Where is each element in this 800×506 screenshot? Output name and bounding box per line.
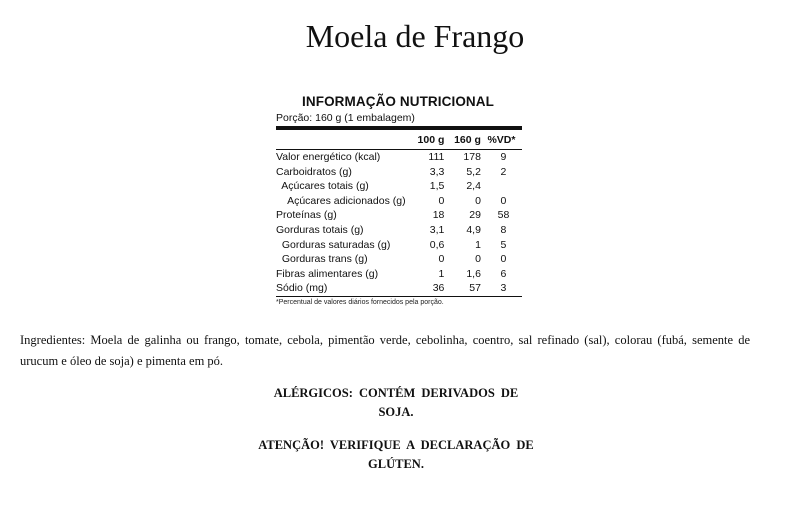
table-row	[276, 267, 522, 282]
table-row	[276, 150, 522, 165]
nutrient-label: Gorduras trans (g)	[276, 253, 368, 266]
value-vd: 2	[500, 165, 507, 178]
gluten-warning: ATENÇÃO! VERIFIQUE A DECLARAÇÃO DE GLÚTEN.	[258, 438, 534, 471]
value-100g: 1,5	[429, 180, 445, 193]
value-vd: 9	[500, 151, 507, 163]
nutrient-label: Açúcares adicionados (g)	[276, 194, 406, 207]
column-header-100g: 100 g	[415, 130, 444, 150]
nutrient-label: Proteínas (g)	[276, 209, 337, 222]
value-160g: 5,2	[466, 165, 481, 178]
table-row	[276, 179, 522, 194]
portion-size: Porção: 160 g (1 embalagem)	[276, 112, 415, 124]
table-row	[276, 281, 522, 296]
nutrition-table	[276, 130, 522, 297]
nutrition-heading: INFORMAÇÃO NUTRICIONAL	[302, 94, 494, 109]
nutrient-label: Carboidratos (g)	[276, 165, 352, 178]
value-vd: 0	[500, 253, 507, 266]
value-100g: 0,6	[429, 238, 445, 251]
value-vd: 3	[481, 281, 522, 296]
table-row	[276, 223, 522, 238]
value-100g: 18	[432, 209, 445, 222]
product-title: Moela de Frango	[305, 18, 525, 54]
value-160g: 178	[463, 151, 481, 163]
table-row	[276, 208, 522, 223]
value-100g: 0	[438, 194, 445, 207]
table-row	[276, 252, 522, 267]
nutrition-facts-panel	[276, 94, 524, 306]
nutrient-label: Fibras alimentares (g)	[276, 267, 379, 280]
value-100g: 111	[428, 151, 445, 163]
value-vd: 6	[500, 267, 507, 280]
allergen-warning: ALÉRGICOS: CONTÉM DERIVADOS DE SOJA.	[273, 386, 519, 419]
value-160g: 57	[444, 281, 481, 296]
column-header-vd: %VD*	[481, 130, 522, 150]
table-row	[276, 194, 522, 209]
value-100g: 0	[438, 253, 445, 266]
value-160g: 4,9	[466, 223, 481, 236]
value-vd: 58	[497, 209, 510, 222]
table-row	[276, 165, 522, 180]
value-vd: 0	[500, 194, 507, 207]
value-100g: 36	[415, 281, 444, 296]
table-header-row	[276, 130, 522, 150]
value-160g: 0	[475, 253, 481, 266]
nutrient-label: Sódio (mg)	[276, 281, 415, 296]
value-160g: 1,6	[466, 267, 481, 280]
nutrient-label: Gorduras totais (g)	[276, 223, 364, 236]
nutrient-label: Valor energético (kcal)	[276, 151, 381, 163]
value-160g: 0	[475, 194, 481, 207]
footnote: *Percentual de valores diários fornecidos pela porção.	[276, 298, 444, 306]
value-160g: 2,4	[466, 180, 481, 193]
value-160g: 1	[475, 238, 481, 251]
nutrient-label: Gorduras saturadas (g)	[276, 238, 391, 251]
value-100g: 3,3	[429, 165, 445, 178]
value-160g: 29	[469, 209, 481, 222]
value-vd	[481, 179, 522, 194]
value-vd: 8	[500, 223, 507, 236]
value-100g: 3,1	[429, 223, 445, 236]
value-100g: 1	[438, 267, 445, 280]
value-vd: 5	[500, 238, 507, 251]
table-row	[276, 238, 522, 253]
column-header-label	[276, 130, 415, 150]
nutrient-label: Açúcares totais (g)	[276, 180, 369, 193]
ingredients-text: Ingredientes: Moela de galinha ou frango, tomate, cebola, pimentão verde, cebolinha, coentro, sal refinado (sal), colorau (fubá, semente de urucum e óleo de soja) e pimenta em pó.	[20, 333, 750, 368]
column-header-160g: 160 g	[444, 130, 481, 150]
